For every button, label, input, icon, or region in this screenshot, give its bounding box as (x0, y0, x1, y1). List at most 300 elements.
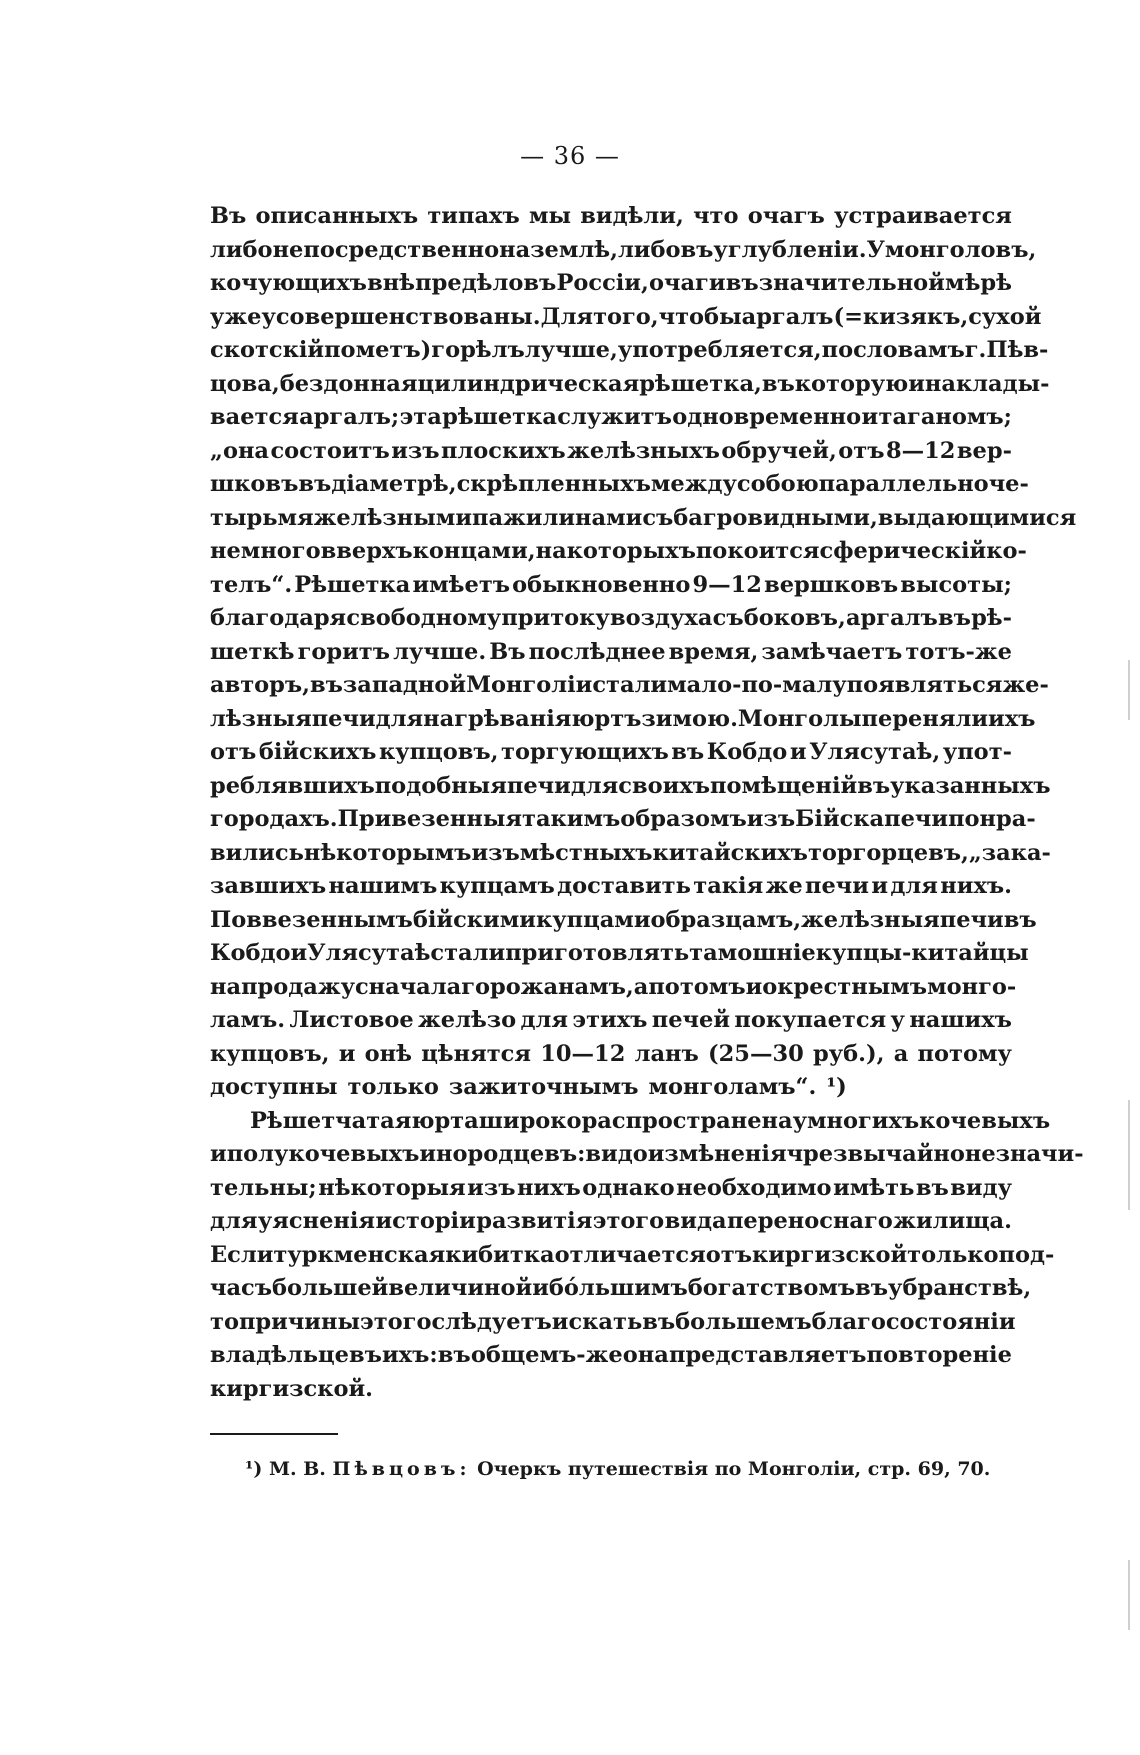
word: съ (642, 504, 674, 531)
word: доставить (557, 873, 691, 899)
word: притоку (501, 605, 610, 631)
text-line (210, 937, 1029, 971)
word: торгующихъ (501, 739, 669, 765)
word: въ (857, 772, 891, 799)
word: благодаря (210, 605, 347, 631)
word: переняли (861, 705, 989, 732)
word: Для (540, 303, 594, 330)
word: отъ (210, 739, 257, 765)
word: мало-по-малу (667, 672, 847, 698)
word: исторіи (375, 1208, 476, 1234)
word: телъ“. (210, 571, 293, 598)
word: купцами (535, 906, 651, 933)
word: которыхъ (566, 538, 696, 564)
word: у (792, 1107, 807, 1134)
text-line (210, 401, 1012, 435)
word: для (570, 772, 619, 799)
word: под- (998, 1241, 1055, 1268)
word: Рѣшетка (294, 571, 411, 598)
word: искать (551, 1308, 643, 1335)
word: кибитка (445, 1241, 555, 1268)
word: необходимо (676, 1174, 832, 1201)
word: воздуха (610, 605, 713, 631)
word: въ (725, 270, 759, 296)
text-line (210, 870, 1012, 904)
text-line (210, 502, 1077, 536)
word: въ (1003, 906, 1037, 933)
word: свободному (346, 605, 502, 631)
word: и (789, 739, 807, 765)
word: рѣ- (971, 605, 1012, 631)
word: Рѣшетчатая (250, 1107, 412, 1134)
word: причины (238, 1308, 361, 1335)
word: углубленіи. (713, 236, 867, 263)
text-line (210, 736, 1012, 770)
word: чтобы (658, 303, 742, 330)
word: „она (210, 437, 269, 464)
word: потомъ (648, 973, 746, 1000)
word: стали (430, 940, 506, 966)
word: скотскій (210, 337, 325, 363)
word: Пѣв- (986, 337, 1049, 363)
word: типахъ (427, 203, 520, 229)
word: а (893, 1040, 909, 1067)
text-line (210, 1272, 1032, 1306)
word: часъ (210, 1275, 273, 1301)
word: печи (884, 806, 949, 832)
word: большемъ (675, 1308, 812, 1335)
word: плоскихъ (440, 437, 566, 464)
margin-scan-mark (1128, 1100, 1130, 1210)
word: ихъ: (381, 1342, 438, 1368)
word: юртъ (571, 705, 642, 732)
word: Россіи, (556, 270, 649, 296)
word: имѣетъ (412, 571, 511, 598)
word: багровидными, (673, 504, 878, 531)
word: реблявшихъ (210, 772, 375, 799)
word: она (622, 1342, 669, 1368)
word: скрѣпленныхъ (456, 471, 651, 497)
word: вились (210, 839, 304, 866)
word: шковъ (210, 471, 299, 497)
text-line (210, 803, 1036, 837)
word: образцамъ, (650, 906, 802, 933)
word: обручей, (721, 437, 837, 464)
word: служитъ (557, 404, 672, 430)
word: вается (210, 404, 299, 430)
text-line (210, 267, 1012, 301)
text-line (210, 334, 1049, 368)
word: появляться (846, 672, 1003, 698)
word: китайскихъ (652, 839, 808, 866)
word: ламъ. (210, 1007, 286, 1033)
text-line (210, 669, 1049, 703)
word: подобныя (374, 772, 507, 799)
word: только (907, 1241, 999, 1268)
word: окрестнымъ (762, 973, 928, 1000)
word: параллельно (818, 471, 989, 497)
word: въ (437, 1342, 471, 1368)
word: Бійска (795, 806, 885, 832)
word: купцовъ, (210, 1040, 330, 1067)
word: Привезенныя (337, 806, 523, 832)
word: че- (988, 471, 1029, 497)
word: представляетъ (668, 1342, 867, 1368)
word: съ (712, 605, 744, 631)
text-line (210, 1105, 1051, 1139)
word: покупается (734, 1007, 887, 1033)
word: въ (671, 739, 705, 765)
word: повтореніе (866, 1342, 1012, 1368)
text-line (210, 468, 1029, 502)
word: и (210, 1141, 227, 1167)
word: очагъ (747, 203, 825, 229)
text-line (210, 971, 1017, 1005)
word: величиной (388, 1275, 533, 1301)
word: для (890, 873, 938, 899)
word: печи (939, 906, 1004, 933)
word: изъ (471, 839, 520, 866)
word: на (210, 973, 242, 1000)
text-line (210, 1306, 1016, 1340)
word: такимъ (522, 806, 621, 832)
word: на (499, 236, 531, 263)
word: лучше, (524, 337, 618, 363)
word: мы (528, 203, 572, 229)
word: 10—12 (540, 1040, 626, 1067)
word: для (210, 1208, 258, 1234)
word: мѣстныхъ (519, 839, 653, 866)
word: вер- (956, 437, 1012, 464)
word: цилиндрическая (417, 370, 640, 397)
word: желѣзныхъ (567, 437, 720, 464)
word: по (821, 337, 854, 363)
word: нашихъ (909, 1007, 1012, 1033)
text-line (210, 1373, 1012, 1407)
word: изъ (391, 437, 440, 464)
word: печи (506, 772, 571, 799)
word: нихъ. (940, 873, 1012, 899)
word: зажиточнымъ (448, 1074, 639, 1100)
word: того, (593, 303, 659, 330)
footnote-initials: М. В. (268, 1458, 326, 1480)
word: въ (915, 1174, 949, 1201)
word: наклады- (924, 370, 1050, 397)
word: таганомъ; (878, 404, 1012, 430)
word: своихъ (618, 772, 710, 799)
word: нашимъ (328, 873, 438, 899)
word: бо́льшимъ (548, 1275, 688, 1301)
word: вверхъ (320, 538, 413, 564)
word: бійскихъ (258, 739, 377, 765)
word: выдающимися (877, 504, 1077, 531)
text-line (210, 1172, 1012, 1206)
word: либо (617, 236, 681, 263)
word: же (765, 873, 803, 899)
word: высоты; (900, 571, 1012, 598)
word: владѣльцевъ (210, 1342, 382, 1368)
word: печей (651, 1007, 731, 1033)
word: время, (668, 638, 759, 665)
word: распространена (581, 1107, 793, 1134)
word: въ (310, 672, 343, 698)
word: Листовое (289, 1007, 414, 1033)
word: купцамъ (439, 873, 555, 899)
word: однако (582, 1174, 675, 1201)
word: землѣ, (530, 236, 618, 263)
word: собою (736, 471, 819, 497)
word: и (338, 1040, 356, 1067)
text-line (210, 301, 1042, 335)
text-line (210, 1205, 1012, 1239)
word: въ (680, 236, 714, 263)
word: тотъ-же (905, 638, 1012, 665)
word: полукочевыхъ (226, 1141, 420, 1167)
word: нѣкоторыя (318, 1174, 466, 1201)
word: образомъ (620, 806, 747, 832)
word: купцы-китайцы (815, 940, 1029, 966)
word: доступны (210, 1074, 338, 1100)
word: помѣщеній (710, 772, 858, 799)
word: печи (805, 873, 869, 899)
word: состоитъ (270, 437, 390, 464)
word: ¹) (826, 1074, 847, 1100)
word: Улясутаѣ, (809, 739, 941, 765)
word: непосредственно (272, 236, 500, 263)
text-line (210, 368, 1050, 402)
word: потому (917, 1040, 1012, 1067)
word: и (908, 370, 925, 397)
word: аргалъ (741, 303, 834, 330)
word: многихъ (807, 1107, 920, 1134)
word: Въ (210, 203, 247, 229)
word: виду (950, 1174, 1012, 1201)
word: киргизской. (210, 1375, 373, 1402)
word: упот- (942, 739, 1012, 765)
word: видѣли, (580, 203, 684, 229)
word: въ (761, 370, 795, 397)
word: (=кизякъ, (833, 303, 969, 330)
word: юрта (411, 1107, 479, 1134)
word: одновременно (672, 404, 862, 430)
word: стали (592, 672, 668, 698)
word: 9—12 (692, 571, 762, 598)
word: только (347, 1074, 439, 1100)
word: руб.), (813, 1040, 885, 1067)
word: вершковъ (764, 571, 899, 598)
word: Монголіи (466, 672, 593, 698)
word: туркменская (273, 1241, 446, 1268)
word: желѣзо (418, 1007, 517, 1033)
word: купцовъ, (378, 739, 499, 765)
word: городахъ. (210, 806, 338, 832)
word: убранствѣ, (888, 1275, 1032, 1301)
word: эта (399, 404, 442, 430)
word: тамошніе (689, 940, 816, 966)
word: употребляется, (617, 337, 822, 363)
word: замѣчаетъ (761, 638, 903, 665)
text-line (210, 435, 1012, 469)
word: Кобдо (706, 739, 788, 765)
word: Улясутаѣ (307, 940, 431, 966)
word: монго- (927, 973, 1017, 1000)
word: сухой (968, 303, 1042, 330)
word: Если (210, 1241, 274, 1268)
word: предѣловъ (415, 270, 557, 296)
word: боковъ, (743, 605, 846, 631)
word: въ (855, 1275, 889, 1301)
word: либо (210, 236, 273, 263)
text-line (210, 602, 1012, 636)
word: для (375, 705, 424, 732)
word: уже (210, 303, 262, 330)
text-line (210, 837, 1051, 871)
word: видоизмѣненія (585, 1141, 787, 1167)
word: послѣднее (528, 638, 666, 665)
word: и (861, 404, 879, 430)
word: кочующихъ (210, 270, 367, 296)
word: печи (311, 705, 376, 732)
word: торгорцевъ, (807, 839, 969, 866)
text-line (210, 1239, 1055, 1273)
word: бездонная (279, 370, 418, 397)
text-line (210, 535, 1027, 569)
word: уясненія (257, 1208, 376, 1234)
word: отличается (554, 1241, 706, 1268)
word: ланъ (634, 1040, 699, 1067)
word: между (650, 471, 737, 497)
word: изъ (467, 1174, 516, 1201)
word: же- (1002, 672, 1049, 698)
word: значительной (758, 270, 945, 296)
word: рѣшетка, (639, 370, 762, 397)
word: горѣлъ (431, 337, 525, 363)
word: онѣ (364, 1040, 412, 1067)
text-line (210, 703, 1036, 737)
word: описанныхъ (255, 203, 419, 229)
word: этихъ (572, 1007, 648, 1033)
word: въ (298, 471, 332, 497)
word: лѣзныя (210, 705, 312, 732)
word: сначала (354, 973, 462, 1000)
word: По (210, 906, 247, 933)
word: рѣшетка (442, 404, 557, 430)
word: общемъ-же (470, 1342, 623, 1368)
word: въ (642, 1308, 676, 1335)
word: а (633, 973, 649, 1000)
text-line (210, 1071, 1012, 1105)
word: отъ (705, 1241, 752, 1268)
word: цѣнятся (421, 1040, 531, 1067)
word: пометъ) (324, 337, 432, 363)
word: незначи- (964, 1141, 1084, 1167)
word: сферическій (819, 538, 987, 564)
word: приготовлять (505, 940, 690, 966)
margin-scan-mark (1128, 1560, 1130, 1630)
word: указанныхъ (890, 772, 1051, 799)
footnote-author: Пѣвцовъ: (332, 1458, 471, 1480)
word: аргалъ; (299, 404, 400, 430)
word: такія (693, 873, 764, 899)
word: кочевыхъ (919, 1107, 1051, 1134)
word: широко (478, 1107, 582, 1134)
footnote-text: Очеркъ путешествія по Монголіи, стр. 69, 70. (477, 1458, 991, 1480)
word: нагрѣванія (423, 705, 572, 732)
word: киргизской (751, 1241, 908, 1268)
word: отъ (838, 437, 885, 464)
word: словамъ (853, 337, 965, 363)
text-line (210, 904, 1037, 938)
text-line (210, 770, 1051, 804)
word: „зака- (968, 839, 1051, 866)
text-line (210, 234, 1037, 268)
word: тельны; (210, 1174, 317, 1201)
word: обыкновенно (512, 571, 691, 598)
word: концами, (412, 538, 536, 564)
word: на (535, 538, 567, 564)
word: богатствомъ (687, 1275, 856, 1301)
word: зимою. (641, 705, 738, 732)
word: г. (964, 337, 987, 363)
word: чрезвычайно (786, 1141, 965, 1167)
word: что (693, 203, 739, 229)
word: монголамъ“. (648, 1074, 817, 1100)
word: мѣрѣ (945, 270, 1012, 296)
word: для (520, 1007, 568, 1033)
word: то (210, 1308, 239, 1335)
body-text (210, 200, 1084, 1406)
word: ко- (986, 538, 1027, 564)
word: внѣ (367, 270, 416, 296)
text-line (210, 569, 1012, 603)
word: цова, (210, 370, 280, 397)
footnote-rule (210, 1433, 338, 1435)
text-line (210, 1004, 1012, 1038)
text-line (210, 1138, 1084, 1172)
word: авторъ, (210, 672, 310, 698)
word: переноснаго (726, 1208, 893, 1234)
text-line (210, 1038, 1012, 1072)
word: пажилинами (472, 504, 643, 531)
margin-scan-mark (1128, 660, 1130, 720)
word: въ (937, 605, 971, 631)
word: Кобдо (210, 940, 291, 966)
word: этого (592, 1208, 665, 1234)
word: Монголы (737, 705, 862, 732)
word: нихъ (516, 1174, 581, 1201)
word: у (890, 1007, 905, 1033)
word: тырьмя (210, 504, 314, 531)
word: инородцевъ: (419, 1141, 586, 1167)
page-number: — 36 — (520, 142, 620, 170)
word: и (532, 1275, 549, 1301)
word: имѣть (833, 1174, 915, 1201)
word: ввезеннымъ (246, 906, 413, 933)
text-line (210, 200, 1012, 234)
word: У (866, 236, 885, 263)
word: монголовъ, (884, 236, 1037, 263)
word: развитія (476, 1208, 593, 1234)
word: жилища. (893, 1208, 1012, 1234)
word: этого (360, 1308, 432, 1335)
word: изъ (746, 806, 796, 832)
word: и (290, 940, 308, 966)
word: слѣдуетъ (431, 1308, 552, 1335)
word: усовершенствованы. (261, 303, 541, 330)
word: нѣкоторымъ (303, 839, 472, 866)
footnote (245, 1458, 990, 1480)
word: покоится (695, 538, 820, 564)
